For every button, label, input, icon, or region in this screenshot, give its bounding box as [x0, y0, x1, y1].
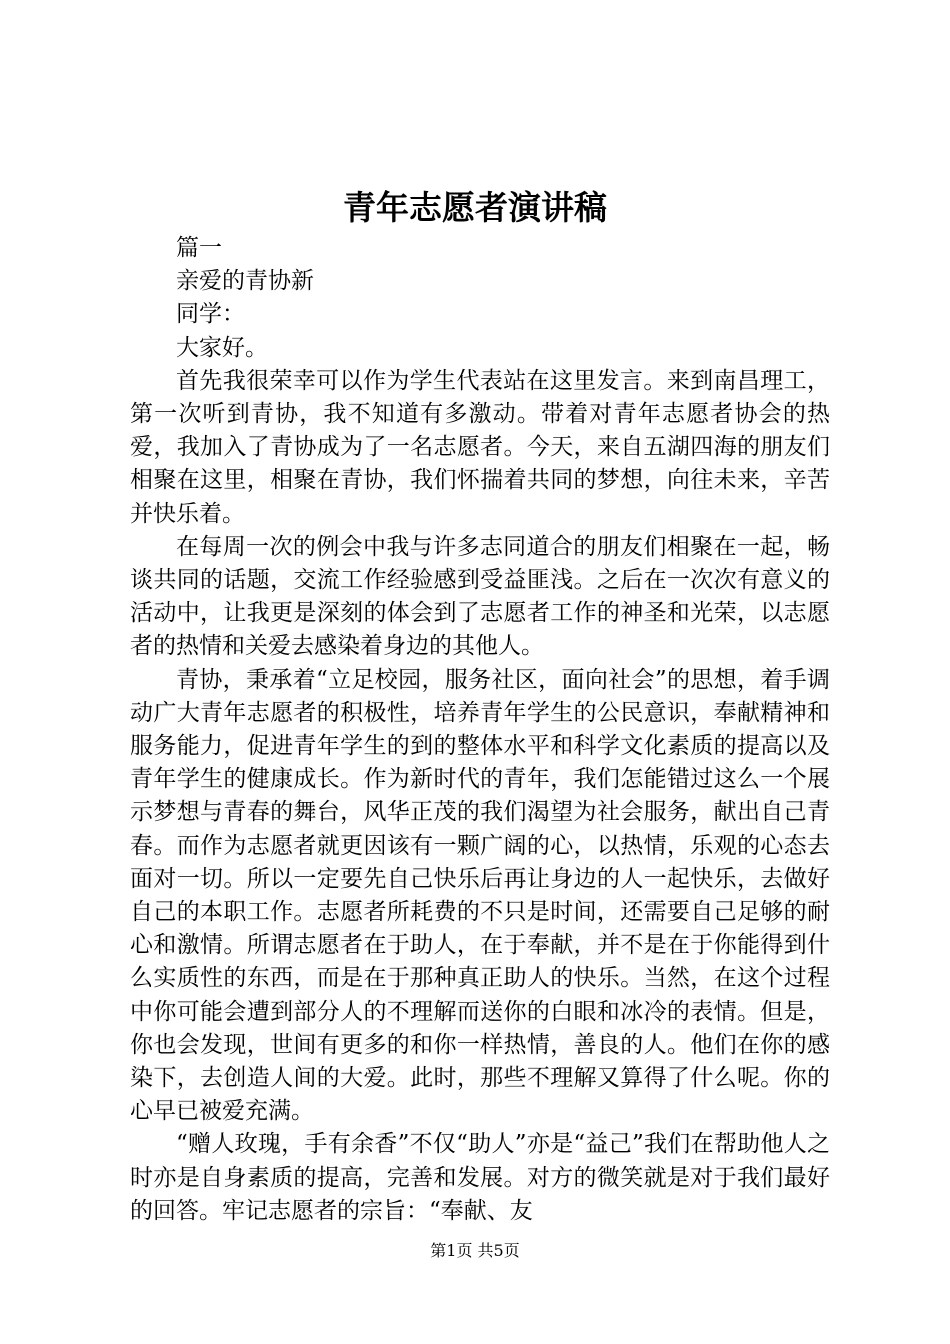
paragraph-1: 首先我很荣幸可以作为学生代表站在这里发言。来到南昌理工，第一次听到青协，我不知道有多激动。带着对青年志愿者协会的热爱，我加入了青协成为了一名志愿者。今天，来自五湖四海的朋友们相聚在这里，相聚在青协，我们怀揣着共同的梦想，向往未来，辛苦并快乐着。 — [130, 367, 830, 527]
paragraph-4: “赠人玫瑰，手有余香”不仅“助人”亦是“益己”我们在帮助他人之时亦是自身素质的提高，完善和发展。对方的微笑就是对于我们最好的回答。牢记志愿者的宗旨：“奉献、友 — [130, 1131, 830, 1224]
document-title: 青年志愿者演讲稿 — [343, 188, 607, 227]
section-heading: 篇一 — [176, 235, 222, 261]
paragraph-2: 在每周一次的例会中我与许多志同道合的朋友们相聚在一起，畅谈共同的话题，交流工作经验感到受益匪浅。之后在一次次有意义的活动中，让我更是深刻的体会到了志愿者工作的神圣和光荣，以志愿者的热情和关爱去感染着身边的其他人。 — [130, 533, 830, 660]
page-footer: 第1页 共5页 — [430, 1241, 520, 1260]
salutation-line-1: 亲爱的青协新 — [176, 268, 314, 295]
document-body — [130, 232, 830, 1228]
salutation-line-2: 同学： — [176, 301, 245, 328]
paragraph-3: 青协，秉承着“立足校园，服务社区，面向社会”的思想，着手调动广大青年志愿者的积极性，培养青年学生的公民意识，奉献精神和服务能力，促进青年学生的到的整体水平和科学文化素质的提高以及青年学生的健康成长。作为新时代的青年，我们怎能错过这么一个展示梦想与青春的舞台，风华正茂的我们渴望为社会服务，献出自己青春。而作为志愿者就更因该有一颗广阔的心，以热情，乐观的心态去面对一切。所以一定要先自己快乐后再让身边的人一起快乐，去做好自己的本职工作。志愿者所耗费的不只是时间，还需要自己足够的耐心和激情。所谓志愿者在于助人，在于奉献，并不是在于你能得到什么实质性的东西，而是在于那种真正助人的快乐。当然，在这个过程中你可能会遭到部分人的不理解而送你的白眼和冰冷的表情。但是，你也会发现，世间有更多的和你一样热情，善良的人。他们在你的感染下，去创造人间的大爱。此时，那些不理解又算得了什么呢。你的心早已被爱充满。 — [130, 666, 830, 1125]
greeting: 大家好。 — [176, 334, 268, 361]
